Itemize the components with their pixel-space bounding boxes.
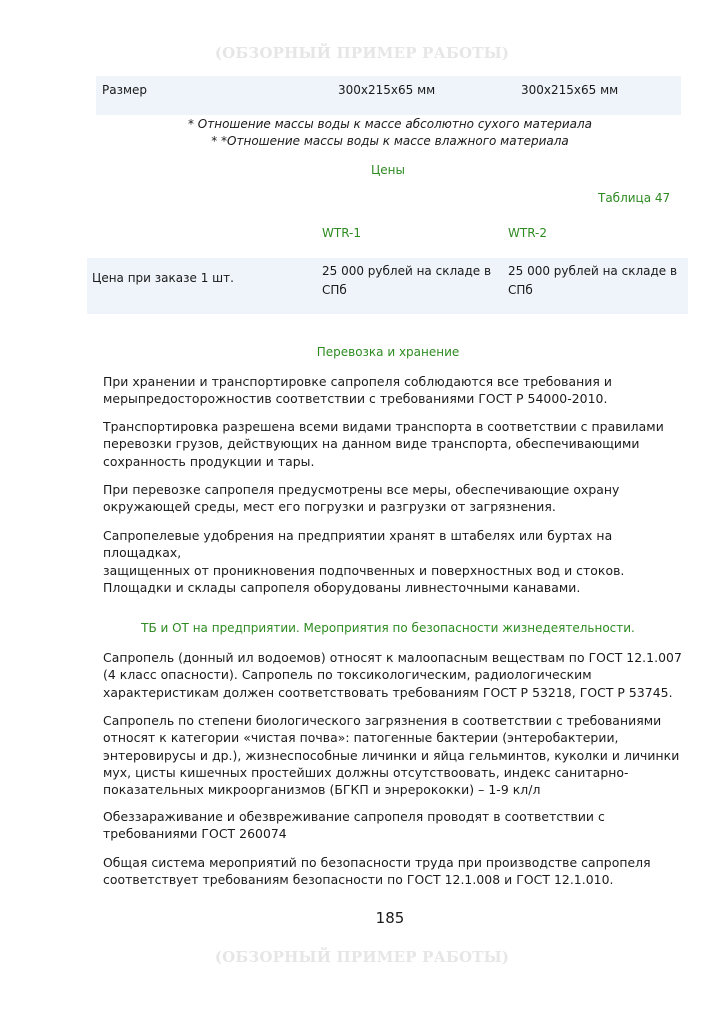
price-table-row — [87, 258, 688, 314]
safety-paragraph-4: Общая система мероприятий по безопасности труда при производстве сапропеля соответствует требованиям безопасности по ГОСТ 12.1.008 и ГОСТ 12.1.010. — [103, 855, 651, 888]
size-value-2: 300х215х65 мм — [521, 83, 619, 97]
watermark-top: (ОБЗОРНЫЙ ПРИМЕР РАБОТЫ) — [214, 44, 510, 62]
price-cell-2: 25 000 рублей на складе в СПб — [508, 264, 678, 297]
transport-paragraph-3: При перевозке сапропеля предусмотрены все меры, обеспечивающие охрану окружающей среды, мест его погрузки и разгрузки от загрязнения. — [103, 482, 620, 515]
size-label: Размер — [102, 83, 148, 97]
size-table-row — [96, 76, 681, 115]
transport-paragraph-2: Транспортировка разрешена всеми видами транспорта в соответствии с правилами перевозки грузов, действующих на данном виде транспорта, обеспечивающими сохранность продукции и тары. — [103, 419, 664, 469]
safety-paragraph-2: Сапропель по степени биологического загрязнения в соответствии с требованиями относят к категории «чистая почва»: патогенные бактерии (энтеробактерии, энтеровирусы и др.), жизнеспособные личинки и яйца гельминтов, куколки и личинки мух, цисты кишечных простейших должны отсутствоовать, индекс санитарно- показательных микроорганизмов (БГКП и энрерококки) – 1-9 кл/л — [103, 713, 680, 798]
safety-paragraph-3: Обеззараживание и обезвреживание сапропеля проводят в соответствии с требованиями ГОСТ 260074 — [103, 809, 605, 842]
table-label: Таблица 47 — [598, 191, 671, 205]
safety-title: ТБ и ОТ на предприятии. Мероприятия по безопасности жизнедеятельности. — [141, 621, 635, 635]
price-row-label: Цена при заказе 1 шт. — [92, 271, 234, 285]
safety-paragraph-1: Сапропель (донный ил водоемов) относят к малоопасным веществам по ГОСТ 12.1.007 (4 класс опасности). Сапропель по токсикологическим, радиологическим характеристикам должен соответствовать требованиям ГОСТ Р 53218, ГОСТ Р 53745. — [103, 650, 682, 700]
price-cell-1: 25 000 рублей на складе в СПб — [322, 264, 492, 297]
transport-paragraph-4: Сапропелевые удобрения на предприятии хранят в штабелях или буртах на площадках, защищенных от проникновения подпочвенных и поверхностных вод и стоков. Площадки и склады сапропеля оборудованы ливнесточными канавами. — [103, 528, 625, 595]
footnote-1: * Отношение массы воды к массе абсолютно сухого материала — [187, 117, 593, 131]
transport-title: Перевозка и хранение — [316, 345, 460, 359]
size-value-1: 300х215х65 мм — [338, 83, 436, 97]
transport-paragraph-1: При хранении и транспортировке сапропеля соблюдаются все требования и мерыпредосторожностив соответствии с требованиями ГОСТ Р 54000-2010. — [103, 374, 612, 407]
header-wtr-2: WTR-2 — [508, 226, 548, 240]
footnote-2: * *Отношение массы воды к массе влажного материала — [211, 134, 569, 148]
watermark-bottom: (ОБЗОРНЫЙ ПРИМЕР РАБОТЫ) — [214, 948, 510, 966]
prices-title: Цены — [370, 163, 406, 177]
page-number: 185 — [375, 909, 405, 927]
header-wtr-1: WTR-1 — [322, 226, 362, 240]
